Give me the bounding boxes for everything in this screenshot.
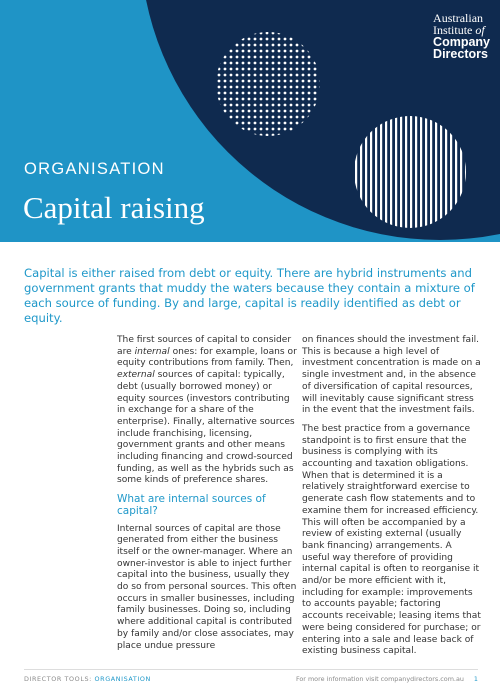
footer-link[interactable]: For more information visit companydirectors.com.au (295, 675, 464, 683)
page-footer (0, 669, 500, 686)
logo-line-3: Company (433, 35, 490, 49)
footer-info (296, 675, 478, 683)
aicd-logo (433, 12, 490, 60)
column-left (117, 335, 297, 659)
intro-paragraph: Capital is either raised from debt or equity. There are hybrid instruments and government grants that muddy the waters because they contain a mixture of each source of funding. By and large, capital is readily identified as debt or equity. (24, 266, 475, 325)
column-right (302, 335, 482, 665)
section-heading: What are internal sources of capital? (117, 493, 266, 517)
logo-line-4: Directors (433, 47, 488, 61)
paragraph-concentration: on finances should the investment fail. This is because a high level of investment concentration is made on a single investment and, in the absence of diversification of capital resources, will inevitably cause significant stress in the event that the investment fails. (302, 335, 481, 416)
header-banner (0, 0, 500, 242)
paragraph-sources: The first sources of capital to consider are internal ones: for example, loans or equity contributions from family. Then, external sources of capital: typically, debt (usually borrowed money) or equity sources (investors contributing in exchange for a share of the enterprise). Finally, alternative sources include franchising, licensing, government grants and other means including financing and crowd-sourced funding, as well as the hybrids such as some kinds of preference shares. (117, 335, 297, 486)
footer-divider (24, 669, 478, 670)
logo-line-1: Australian (433, 11, 484, 25)
page-title: Capital raising (23, 190, 205, 225)
paragraph-internal: Internal sources of capital are those generated from either the business itself or the owner-manager. Where an owner-investor is able to inject further capital into the business, usually they do so from personal sources. This often occurs in smaller businesses, including family businesses. Doing so, including where additional capital is contributed by family and/or close associates, may place undue pressure (117, 523, 297, 651)
logo-line-2: Institute of (433, 23, 485, 37)
section-kicker: ORGANISATION (24, 160, 165, 178)
footer-section-label: DIRECTOR TOOLS: ORGANISATION (24, 675, 151, 683)
paragraph-best-practice: The best practice from a governance standpoint is to first ensure that the business is complying with its accounting and taxation obligations. When that is determined it is a relatively straightforward exercise to generate cash flow statements and to examine them for increased efficiency. This will often be accompanied by a review of existing external (usually bank financing) arrangements. A useful way therefore of providing internal capital is often to reorganise it and/or be more efficient with it, including for example: improvements to accounts payable; factoring accounts receivable; leasing items that were being considered for purchase; or entering into a sale and lease back of existing business capital. (302, 423, 481, 657)
page-number: 1 (473, 675, 478, 683)
